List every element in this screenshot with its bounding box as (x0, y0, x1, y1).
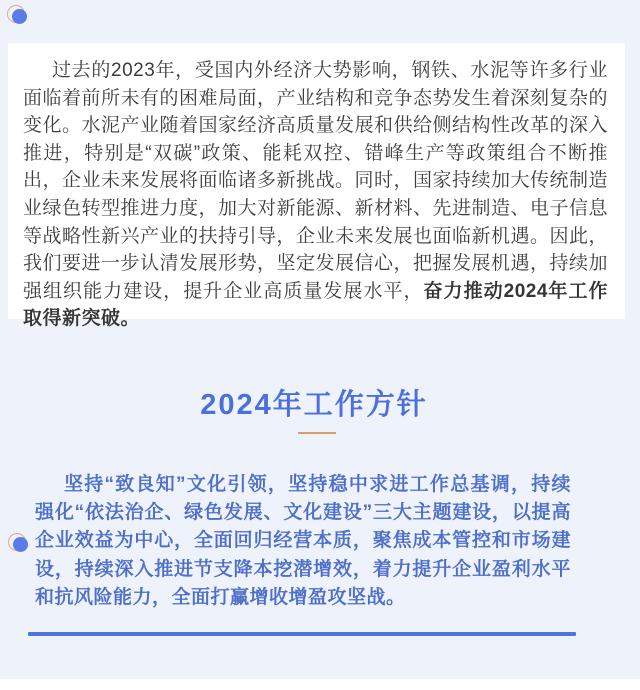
intro-paragraph-regular: 过去的2023年，受国内外经济大势影响，钢铁、水泥等许多行业面临着前所未有的困难局面，产业结构和竞争态势发生着深刻复杂的变化。水泥产业随着国家经济高质量发展和供给侧结构性改革的深入推进，特别是“双碳”政策、能耗双控、错峰生产等政策组合不断推出，企业未来发展将面临诸多新挑战。同时，国家持续加大传统制造业绿色转型推进力度，加大对新能源、新材料、先进制造、电子信息等战略性新兴产业的扶持引导，企业未来发展也面临新机遇。因此，我们要进一步认清发展形势，坚定发展信心，把握发展机遇，持续加强组织能力建设，提升企业高质量发展水平， (23, 60, 609, 302)
blue-dot-icon (12, 9, 27, 24)
top-bullet-icon (7, 5, 35, 33)
intro-paragraph-bold: 奋力推动2024年工作取得新突破。 (23, 280, 608, 330)
mid-bullet-icon (8, 533, 36, 561)
intro-paragraph (8, 43, 625, 333)
blue-dot-icon (13, 537, 28, 552)
title-divider (298, 432, 336, 434)
policy-paragraph: 坚持“致良知”文化引领，坚持稳中求进工作总基调，持续强化“依法治企、绿色发展、文化建设”三大主题建设，以提高企业效益为中心，全面回归经营本质，聚焦成本管控和市场建设，持续深入推进节支降本挖潜增效，着力提升企业盈利水平和抗风险能力，全面打赢增收增盈攻坚战。 (35, 474, 571, 608)
intro-card (8, 43, 625, 330)
bottom-rule (28, 632, 576, 636)
section-title: 2024年工作方针 (200, 389, 428, 421)
